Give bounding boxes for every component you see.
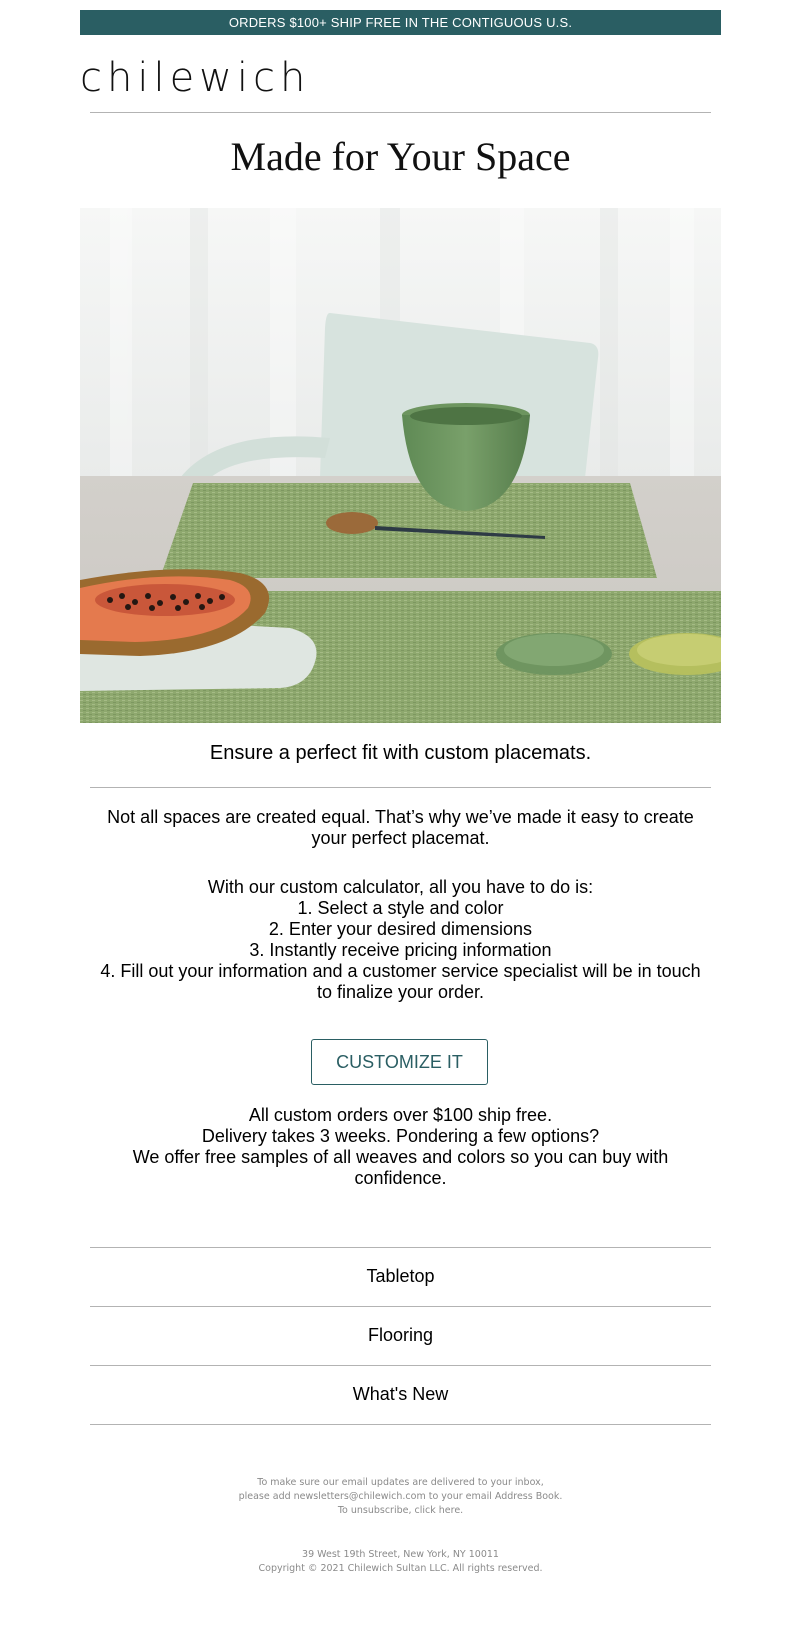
divider bbox=[90, 1365, 711, 1366]
brand-logo[interactable]: chilewich bbox=[80, 55, 311, 101]
footer-notice bbox=[80, 1476, 721, 1518]
footer-notice-line: To make sure our email updates are delivered to your inbox, bbox=[257, 1477, 544, 1488]
intro-paragraph bbox=[90, 807, 711, 849]
shipping-paragraph bbox=[90, 1105, 711, 1189]
table-setting-photo-icon bbox=[80, 208, 721, 723]
page-title: Made for Your Space bbox=[230, 134, 571, 179]
hero-image[interactable] bbox=[80, 208, 721, 723]
step-item: 3. Instantly receive pricing information bbox=[249, 940, 552, 960]
divider bbox=[90, 1424, 711, 1425]
subheadline: Ensure a perfect fit with custom placemats. bbox=[209, 742, 592, 764]
footer-address: 39 West 19th Street, New York, NY 10011 bbox=[302, 1549, 499, 1560]
nav-link-whats-new[interactable]: What's New bbox=[352, 1384, 449, 1404]
steps-lead: With our custom calculator, all you have to do is: bbox=[207, 877, 594, 897]
step-item: 4. Fill out your information and a customer service specialist will be in touch bbox=[100, 961, 701, 981]
step-item: to finalize your order. bbox=[316, 982, 485, 1002]
shipping-line: All custom orders over $100 ship free. bbox=[248, 1105, 553, 1125]
intro-line: Not all spaces are created equal. That’s why we’ve made it easy to create bbox=[107, 807, 694, 827]
footer-copyright: Copyright © 2021 Chilewich Sultan LLC. All rights reserved. bbox=[258, 1563, 543, 1574]
divider bbox=[90, 112, 711, 113]
steps-paragraph bbox=[90, 877, 711, 1003]
intro-line: your perfect placemat. bbox=[311, 828, 490, 848]
customize-it-button[interactable]: CUSTOMIZE IT bbox=[311, 1039, 488, 1085]
divider bbox=[90, 1247, 711, 1248]
unsubscribe-link[interactable]: To unsubscribe, click here. bbox=[337, 1505, 464, 1516]
step-item: 1. Select a style and color bbox=[297, 898, 504, 918]
footer-notice-line[interactable]: please add newsletters@chilewich.com to your email Address Book. bbox=[238, 1491, 563, 1502]
divider bbox=[90, 787, 711, 788]
free-shipping-banner[interactable]: ORDERS $100+ SHIP FREE IN THE CONTIGUOUS U.S. bbox=[80, 10, 721, 35]
footer-legal bbox=[80, 1548, 721, 1576]
shipping-line: We offer free samples of all weaves and colors so you can buy with bbox=[132, 1147, 669, 1167]
shipping-line: confidence. bbox=[354, 1168, 447, 1188]
nav-link-flooring[interactable]: Flooring bbox=[367, 1325, 434, 1345]
divider bbox=[90, 1306, 711, 1307]
step-item: 2. Enter your desired dimensions bbox=[268, 919, 533, 939]
nav-link-tabletop[interactable]: Tabletop bbox=[366, 1266, 435, 1286]
shipping-line: Delivery takes 3 weeks. Pondering a few options? bbox=[201, 1126, 600, 1146]
